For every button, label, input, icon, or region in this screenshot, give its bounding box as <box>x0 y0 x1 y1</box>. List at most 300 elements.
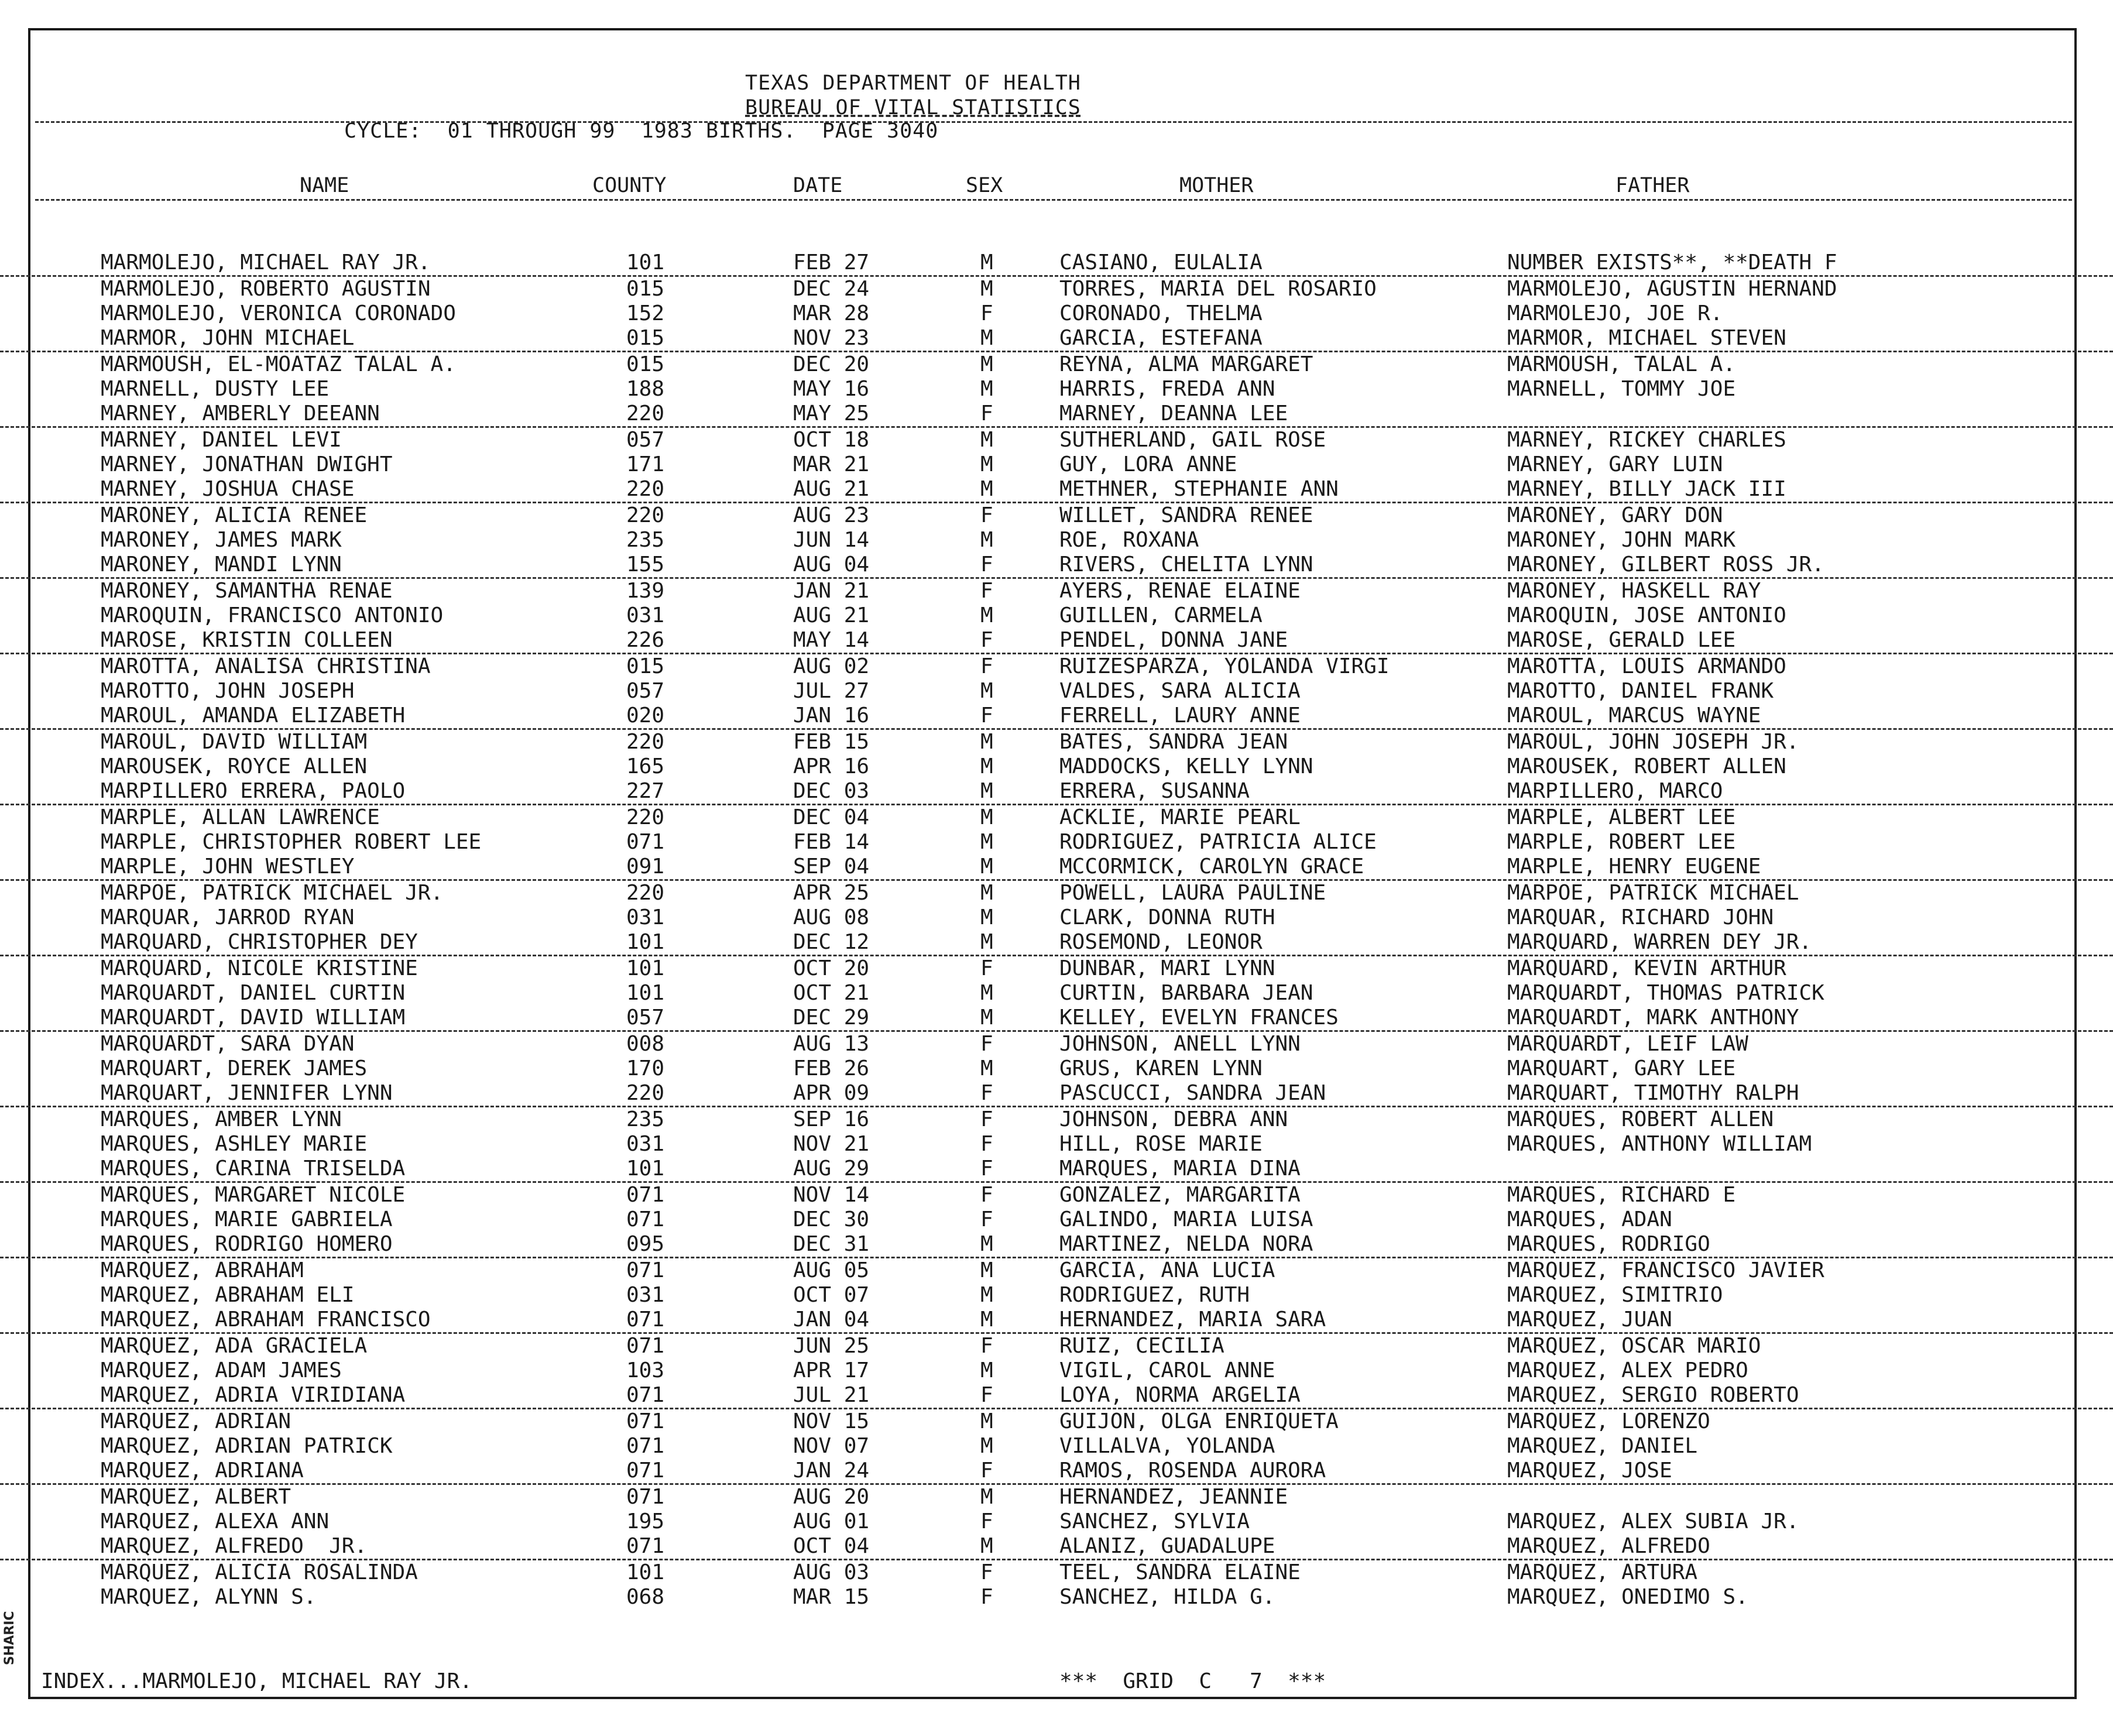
table-row <box>0 251 2113 277</box>
cell-mother: GRUS, KAREN LYNN <box>1059 1056 1263 1080</box>
table-row <box>0 377 2113 402</box>
cell-date: JUL 21 <box>793 1383 870 1407</box>
cell-county: 031 <box>626 1283 665 1307</box>
cell-name: MARMOLEJO, ROBERTO AGUSTIN <box>101 277 431 301</box>
cell-sex: F <box>980 1081 993 1105</box>
cell-sex: M <box>980 452 993 476</box>
cell-date: FEB 26 <box>793 1056 870 1080</box>
cell-sex: M <box>980 754 993 778</box>
cell-date: AUG 05 <box>793 1258 870 1282</box>
cell-county: 057 <box>626 1006 665 1030</box>
cell-county: 015 <box>626 326 665 350</box>
cell-name: MARQUES, RODRIGO HOMERO <box>101 1232 393 1256</box>
cell-father: MARQUEZ, ARTURA <box>1507 1560 1698 1584</box>
cell-name: MARMOLEJO, MICHAEL RAY JR. <box>101 251 431 275</box>
cell-county: 031 <box>626 905 665 929</box>
cell-name: MARONEY, MANDI LYNN <box>101 553 342 577</box>
table-row <box>0 1334 2113 1358</box>
cell-name: MARQUEZ, ADA GRACIELA <box>101 1334 368 1358</box>
cell-name: MARQUES, CARINA TRISELDA <box>101 1157 406 1181</box>
cell-father: MARQUART, TIMOTHY RALPH <box>1507 1081 1799 1105</box>
cell-date: APR 25 <box>793 881 870 905</box>
cell-mother: MARTINEZ, NELDA NORA <box>1059 1232 1313 1256</box>
cell-date: DEC 31 <box>793 1232 870 1256</box>
table-row <box>0 1585 2113 1610</box>
header-divider <box>35 121 2072 123</box>
cell-father: MARMOR, MICHAEL STEVEN <box>1507 326 1786 350</box>
cell-sex: M <box>980 1283 993 1307</box>
cell-date: AUG 01 <box>793 1509 870 1533</box>
cell-sex: F <box>980 628 993 652</box>
cell-father: MARQUEZ, ALEX PEDRO <box>1507 1358 1748 1382</box>
cell-county: 101 <box>626 251 665 275</box>
table-row <box>0 553 2113 579</box>
table-row <box>0 1157 2113 1183</box>
cell-name: MAROUL, DAVID WILLIAM <box>101 730 368 754</box>
cell-father: MARQUEZ, SIMITRIO <box>1507 1283 1723 1307</box>
cell-county: 095 <box>626 1232 665 1256</box>
cell-county: 101 <box>626 981 665 1005</box>
cell-county: 031 <box>626 1132 665 1156</box>
cell-county: 071 <box>626 1409 665 1433</box>
cell-name: MAROUSEK, ROYCE ALLEN <box>101 754 368 778</box>
cell-mother: RODRIGUEZ, RUTH <box>1059 1283 1250 1307</box>
cell-county: 015 <box>626 654 665 678</box>
cell-mother: CURTIN, BARBARA JEAN <box>1059 981 1313 1005</box>
cell-father: MARQUES, RICHARD E <box>1507 1183 1736 1207</box>
column-header-divider <box>35 199 2072 201</box>
cell-sex: F <box>980 503 993 527</box>
cell-date: SEP 04 <box>793 855 870 879</box>
cell-name: MARMOUSH, EL-MOATAZ TALAL A. <box>101 352 456 376</box>
cell-sex: F <box>980 553 993 577</box>
cell-mother: GARCIA, ANA LUCIA <box>1059 1258 1275 1282</box>
cell-father: MARQUARDT, LEIF LAW <box>1507 1032 1748 1056</box>
cell-date: AUG 03 <box>793 1560 870 1584</box>
cell-father: MARQUES, ANTHONY WILLIAM <box>1507 1132 1812 1156</box>
cell-mother: DUNBAR, MARI LYNN <box>1059 956 1275 980</box>
table-row <box>0 779 2113 805</box>
column-header-name: NAME <box>300 174 349 197</box>
table-row <box>0 1485 2113 1509</box>
cell-name: MARQUEZ, ALYNN S. <box>101 1585 317 1609</box>
cell-date: OCT 04 <box>793 1534 870 1558</box>
cell-mother: SUTHERLAND, GAIL ROSE <box>1059 428 1326 452</box>
cell-father: MARQUEZ, DANIEL <box>1507 1434 1698 1458</box>
cell-sex: F <box>980 1107 993 1131</box>
cell-date: MAR 21 <box>793 452 870 476</box>
cell-sex: F <box>980 1157 993 1181</box>
cell-sex: F <box>980 1509 993 1533</box>
cell-name: MAROTTO, JOHN JOSEPH <box>101 679 355 703</box>
cell-mother: CASIANO, EULALIA <box>1059 251 1263 275</box>
cell-mother: MARQUES, MARIA DINA <box>1059 1157 1301 1181</box>
cell-date: OCT 21 <box>793 981 870 1005</box>
table-row <box>0 503 2113 528</box>
cell-mother: GUY, LORA ANNE <box>1059 452 1237 476</box>
cell-county: 071 <box>626 1207 665 1231</box>
cell-name: MARQUEZ, ADAM JAMES <box>101 1358 342 1382</box>
table-row <box>0 805 2113 830</box>
side-label: SHARIC <box>2 1611 17 1665</box>
cell-father: MAROTTA, LOUIS ARMANDO <box>1507 654 1786 678</box>
cell-date: APR 17 <box>793 1358 870 1382</box>
table-row <box>0 603 2113 628</box>
cell-mother: RUIZESPARZA, YOLANDA VIRGI <box>1059 654 1390 678</box>
cell-mother: ALANIZ, GUADALUPE <box>1059 1534 1275 1558</box>
cell-county: 220 <box>626 1081 665 1105</box>
table-row <box>0 352 2113 377</box>
cell-date: DEC 12 <box>793 930 870 954</box>
cell-date: MAY 25 <box>793 402 870 426</box>
cell-sex: F <box>980 301 993 325</box>
table-row <box>0 301 2113 326</box>
cell-sex: M <box>980 1434 993 1458</box>
cell-sex: F <box>980 1459 993 1483</box>
cell-name: MAROQUIN, FRANCISCO ANTONIO <box>101 603 444 627</box>
cell-county: 071 <box>626 1183 665 1207</box>
cell-date: AUG 08 <box>793 905 870 929</box>
cell-name: MARPILLERO ERRERA, PAOLO <box>101 779 406 803</box>
cell-name: MARPLE, JOHN WESTLEY <box>101 855 355 879</box>
cell-name: MAROTTA, ANALISA CHRISTINA <box>101 654 431 678</box>
cell-father: MAROUL, MARCUS WAYNE <box>1507 704 1761 728</box>
cell-county: 152 <box>626 301 665 325</box>
cell-name: MARQUES, ASHLEY MARIE <box>101 1132 368 1156</box>
records-table <box>0 251 2113 1610</box>
cell-father: MARQUEZ, SERGIO ROBERTO <box>1507 1383 1799 1407</box>
cell-mother: REYNA, ALMA MARGARET <box>1059 352 1313 376</box>
column-header-mother: MOTHER <box>1179 174 1254 197</box>
cell-sex: F <box>980 1183 993 1207</box>
cell-date: AUG 13 <box>793 1032 870 1056</box>
cell-county: 071 <box>626 1485 665 1509</box>
table-row <box>0 1409 2113 1434</box>
table-row <box>0 905 2113 930</box>
cell-date: OCT 20 <box>793 956 870 980</box>
footer-index: INDEX...MARMOLEJO, MICHAEL RAY JR. <box>41 1669 472 1693</box>
cell-county: 220 <box>626 730 665 754</box>
cell-sex: F <box>980 956 993 980</box>
table-row <box>0 1534 2113 1560</box>
cell-father: MARQUART, GARY LEE <box>1507 1056 1736 1080</box>
cell-county: 020 <box>626 704 665 728</box>
cell-mother: LOYA, NORMA ARGELIA <box>1059 1383 1301 1407</box>
cell-date: NOV 21 <box>793 1132 870 1156</box>
cell-mother: HILL, ROSE MARIE <box>1059 1132 1263 1156</box>
cell-county: 165 <box>626 754 665 778</box>
cell-sex: M <box>980 1258 993 1282</box>
table-row <box>0 1056 2113 1081</box>
cell-father: MARPLE, ROBERT LEE <box>1507 830 1736 854</box>
cell-name: MARNELL, DUSTY LEE <box>101 377 330 401</box>
cell-mother: SANCHEZ, SYLVIA <box>1059 1509 1250 1533</box>
table-row <box>0 1509 2113 1534</box>
cell-county: 101 <box>626 1157 665 1181</box>
cell-mother: GALINDO, MARIA LUISA <box>1059 1207 1313 1231</box>
cell-date: JAN 24 <box>793 1459 870 1483</box>
table-row <box>0 628 2113 654</box>
cell-father: MAROTTO, DANIEL FRANK <box>1507 679 1774 703</box>
cell-mother: RUIZ, CECILIA <box>1059 1334 1224 1358</box>
cell-name: MARNEY, AMBERLY DEEANN <box>101 402 380 426</box>
cell-name: MARQUEZ, ABRAHAM ELI <box>101 1283 355 1307</box>
column-header-father: FATHER <box>1615 174 1690 197</box>
cell-father: MARNEY, BILLY JACK III <box>1507 477 1786 501</box>
cell-county: 091 <box>626 855 665 879</box>
cell-name: MARQUEZ, ALBERT <box>101 1485 291 1509</box>
cell-sex: F <box>980 1207 993 1231</box>
cell-sex: M <box>980 603 993 627</box>
cell-father: NUMBER EXISTS**, **DEATH F <box>1507 251 1837 275</box>
cell-date: SEP 16 <box>793 1107 870 1131</box>
cell-father: MAROSE, GERALD LEE <box>1507 628 1736 652</box>
table-row <box>0 1283 2113 1308</box>
cell-father: MARPLE, HENRY EUGENE <box>1507 855 1761 879</box>
table-row <box>0 1032 2113 1056</box>
cell-father: MARPILLERO, MARCO <box>1507 779 1723 803</box>
cell-date: FEB 14 <box>793 830 870 854</box>
header-title: TEXAS DEPARTMENT OF HEALTH <box>745 71 1081 95</box>
table-row <box>0 1459 2113 1485</box>
cell-county: 101 <box>626 1560 665 1584</box>
cell-mother: ROE, ROXANA <box>1059 528 1199 552</box>
cell-sex: F <box>980 579 993 603</box>
table-row <box>0 1006 2113 1032</box>
cell-name: MARPLE, CHRISTOPHER ROBERT LEE <box>101 830 482 854</box>
cell-mother: GARCIA, ESTEFANA <box>1059 326 1263 350</box>
cell-mother: CLARK, DONNA RUTH <box>1059 905 1275 929</box>
cell-father: MARQUEZ, ALFREDO <box>1507 1534 1710 1558</box>
cell-sex: M <box>980 679 993 703</box>
cell-date: JUL 27 <box>793 679 870 703</box>
cell-sex: F <box>980 402 993 426</box>
cell-county: 031 <box>626 603 665 627</box>
cell-name: MARPLE, ALLAN LAWRENCE <box>101 805 380 829</box>
cell-mother: HARRIS, FREDA ANN <box>1059 377 1275 401</box>
cell-county: 220 <box>626 881 665 905</box>
cell-county: 071 <box>626 1434 665 1458</box>
cell-name: MARQUEZ, ABRAHAM FRANCISCO <box>101 1308 431 1332</box>
cell-sex: F <box>980 1383 993 1407</box>
cell-county: 068 <box>626 1585 665 1609</box>
cell-sex: M <box>980 830 993 854</box>
cell-county: 071 <box>626 830 665 854</box>
cell-date: MAY 16 <box>793 377 870 401</box>
cell-mother: MADDOCKS, KELLY LYNN <box>1059 754 1313 778</box>
cell-county: 101 <box>626 956 665 980</box>
table-row <box>0 277 2113 301</box>
cell-sex: F <box>980 1132 993 1156</box>
cell-name: MARQUART, JENNIFER LYNN <box>101 1081 393 1105</box>
table-row <box>0 326 2113 352</box>
cell-date: FEB 15 <box>793 730 870 754</box>
cell-sex: M <box>980 251 993 275</box>
table-row <box>0 452 2113 477</box>
cell-sex: M <box>980 730 993 754</box>
cell-father: MARQUARD, WARREN DEY JR. <box>1507 930 1812 954</box>
cell-name: MARQUARD, NICOLE KRISTINE <box>101 956 418 980</box>
cell-name: MARPOE, PATRICK MICHAEL JR. <box>101 881 444 905</box>
cell-county: 015 <box>626 352 665 376</box>
cell-date: DEC 20 <box>793 352 870 376</box>
table-row <box>0 579 2113 603</box>
cell-mother: ROSEMOND, LEONOR <box>1059 930 1263 954</box>
column-header-sex: SEX <box>966 174 1003 197</box>
cell-father: MARMOLEJO, AGUSTIN HERNAND <box>1507 277 1837 301</box>
cell-sex: M <box>980 352 993 376</box>
cell-sex: F <box>980 1560 993 1584</box>
cell-name: MARQUEZ, ALEXA ANN <box>101 1509 330 1533</box>
header-subtitle: BUREAU OF VITAL STATISTICS <box>745 96 1081 119</box>
cell-sex: M <box>980 428 993 452</box>
cell-mother: HERNANDEZ, MARIA SARA <box>1059 1308 1326 1332</box>
cell-date: MAR 15 <box>793 1585 870 1609</box>
cell-county: 220 <box>626 402 665 426</box>
cell-father: MARNEY, GARY LUIN <box>1507 452 1723 476</box>
cell-county: 188 <box>626 377 665 401</box>
cell-county: 155 <box>626 553 665 577</box>
cell-mother: GUILLEN, CARMELA <box>1059 603 1263 627</box>
cell-date: AUG 21 <box>793 477 870 501</box>
cell-sex: F <box>980 704 993 728</box>
cell-sex: M <box>980 1308 993 1332</box>
cell-mother: VILLALVA, YOLANDA <box>1059 1434 1275 1458</box>
cell-name: MARQUAR, JARROD RYAN <box>101 905 355 929</box>
cell-name: MARQUES, MARGARET NICOLE <box>101 1183 406 1207</box>
cell-mother: KELLEY, EVELYN FRANCES <box>1059 1006 1339 1030</box>
cell-date: DEC 30 <box>793 1207 870 1231</box>
cell-mother: POWELL, LAURA PAULINE <box>1059 881 1326 905</box>
cell-father: MARQUEZ, FRANCISCO JAVIER <box>1507 1258 1824 1282</box>
cell-mother: JOHNSON, ANELL LYNN <box>1059 1032 1301 1056</box>
cell-father: MARQUES, ROBERT ALLEN <box>1507 1107 1774 1131</box>
table-row <box>0 1383 2113 1409</box>
cell-mother: FERRELL, LAURY ANNE <box>1059 704 1301 728</box>
table-row <box>0 1107 2113 1132</box>
cell-name: MARNEY, DANIEL LEVI <box>101 428 342 452</box>
table-row <box>0 679 2113 704</box>
cell-mother: VIGIL, CAROL ANNE <box>1059 1358 1275 1382</box>
cell-mother: CORONADO, THELMA <box>1059 301 1263 325</box>
cell-mother: AYERS, RENAE ELAINE <box>1059 579 1301 603</box>
cell-date: DEC 03 <box>793 779 870 803</box>
cell-father: MARMOLEJO, JOE R. <box>1507 301 1723 325</box>
cell-name: MARQUES, AMBER LYNN <box>101 1107 342 1131</box>
cell-county: 071 <box>626 1308 665 1332</box>
cell-sex: M <box>980 1534 993 1558</box>
cell-sex: M <box>980 326 993 350</box>
cell-father: MARQUEZ, LORENZO <box>1507 1409 1710 1433</box>
table-row <box>0 1308 2113 1334</box>
cell-county: 139 <box>626 579 665 603</box>
cell-name: MARONEY, SAMANTHA RENAE <box>101 579 393 603</box>
cell-county: 170 <box>626 1056 665 1080</box>
cell-father: MARQUEZ, ONEDIMO S. <box>1507 1585 1748 1609</box>
cell-date: FEB 27 <box>793 251 870 275</box>
table-row <box>0 1183 2113 1207</box>
table-row <box>0 654 2113 679</box>
cell-date: JUN 14 <box>793 528 870 552</box>
cell-mother: PENDEL, DONNA JANE <box>1059 628 1288 652</box>
column-header-date: DATE <box>793 174 843 197</box>
cell-name: MARQUARDT, SARA DYAN <box>101 1032 355 1056</box>
cell-county: 235 <box>626 1107 665 1131</box>
cell-date: NOV 14 <box>793 1183 870 1207</box>
cell-county: 008 <box>626 1032 665 1056</box>
cell-name: MARQUEZ, ABRAHAM <box>101 1258 304 1282</box>
cell-mother: RODRIGUEZ, PATRICIA ALICE <box>1059 830 1377 854</box>
cell-sex: M <box>980 1409 993 1433</box>
cell-father: MARQUAR, RICHARD JOHN <box>1507 905 1774 929</box>
cell-father: MARMOUSH, TALAL A. <box>1507 352 1736 376</box>
cell-sex: M <box>980 528 993 552</box>
table-row <box>0 1081 2113 1107</box>
table-row <box>0 1434 2113 1459</box>
cell-county: 057 <box>626 428 665 452</box>
cell-father: MARQUEZ, JUAN <box>1507 1308 1672 1332</box>
cell-county: 226 <box>626 628 665 652</box>
cell-date: DEC 29 <box>793 1006 870 1030</box>
cell-father: MARQUARDT, THOMAS PATRICK <box>1507 981 1824 1005</box>
cell-date: APR 09 <box>793 1081 870 1105</box>
cell-name: MARQUEZ, ALICIA ROSALINDA <box>101 1560 418 1584</box>
cell-county: 171 <box>626 452 665 476</box>
footer-grid: *** GRID C 7 *** <box>1059 1669 1326 1693</box>
cell-date: MAY 14 <box>793 628 870 652</box>
cell-county: 235 <box>626 528 665 552</box>
cell-sex: F <box>980 654 993 678</box>
table-row <box>0 1207 2113 1232</box>
cell-name: MARONEY, ALICIA RENEE <box>101 503 368 527</box>
cell-name: MARNEY, JOSHUA CHASE <box>101 477 355 501</box>
cell-sex: M <box>980 1056 993 1080</box>
cell-father: MARONEY, GILBERT ROSS JR. <box>1507 553 1824 577</box>
cell-name: MARQUARD, CHRISTOPHER DEY <box>101 930 418 954</box>
cell-date: JUN 25 <box>793 1334 870 1358</box>
cell-sex: M <box>980 805 993 829</box>
cell-mother: BATES, SANDRA JEAN <box>1059 730 1288 754</box>
cell-mother: TORRES, MARIA DEL ROSARIO <box>1059 277 1377 301</box>
cell-sex: F <box>980 1334 993 1358</box>
cell-mother: HERNANDEZ, JEANNIE <box>1059 1485 1288 1509</box>
table-row <box>0 754 2113 779</box>
cell-date: AUG 04 <box>793 553 870 577</box>
cell-sex: M <box>980 377 993 401</box>
cell-name: MAROSE, KRISTIN COLLEEN <box>101 628 393 652</box>
cell-mother: MCCORMICK, CAROLYN GRACE <box>1059 855 1364 879</box>
cell-name: MARQUEZ, ADRIANA <box>101 1459 304 1483</box>
cell-date: NOV 15 <box>793 1409 870 1433</box>
cell-county: 057 <box>626 679 665 703</box>
cell-sex: M <box>980 1232 993 1256</box>
cell-date: MAR 28 <box>793 301 870 325</box>
cell-mother: ACKLIE, MARIE PEARL <box>1059 805 1301 829</box>
cell-sex: M <box>980 1006 993 1030</box>
cell-mother: METHNER, STEPHANIE ANN <box>1059 477 1339 501</box>
table-row <box>0 930 2113 956</box>
cell-name: MARMOR, JOHN MICHAEL <box>101 326 355 350</box>
table-row <box>0 1358 2113 1383</box>
cell-date: OCT 18 <box>793 428 870 452</box>
cell-mother: RIVERS, CHELITA LYNN <box>1059 553 1313 577</box>
cell-county: 071 <box>626 1258 665 1282</box>
cell-date: NOV 23 <box>793 326 870 350</box>
cell-name: MAROUL, AMANDA ELIZABETH <box>101 704 406 728</box>
table-row <box>0 428 2113 452</box>
cell-father: MARONEY, GARY DON <box>1507 503 1723 527</box>
table-row <box>0 1560 2113 1585</box>
